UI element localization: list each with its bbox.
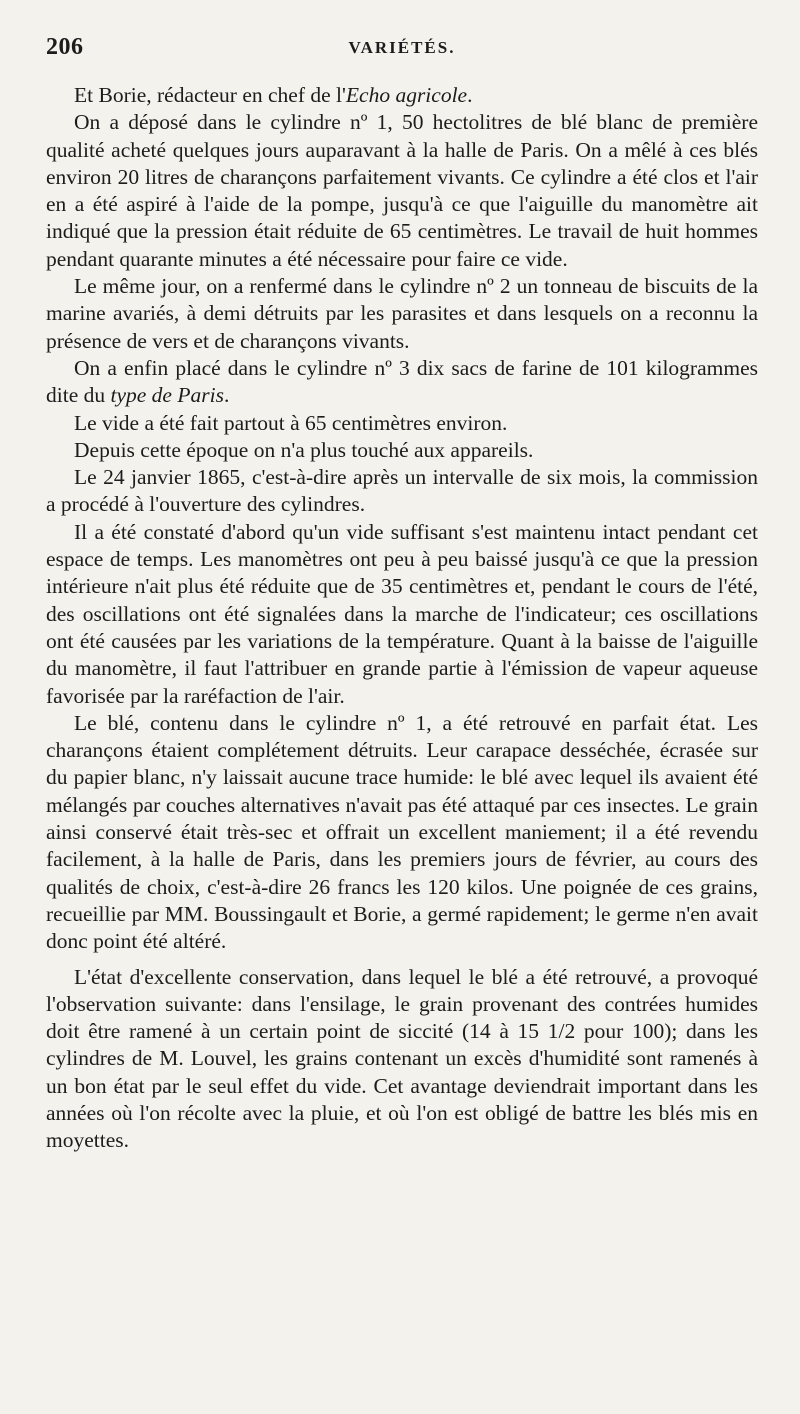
paragraph-2: On a déposé dans le cylindre nº 1, 50 hectolitres de blé blanc de première qualité acheté quelques jours auparavant à la halle de Paris. On a mêlé à ces blés environ 20 litres de charançons parfaitement vivants. Ce cylindre a été clos et l'air en a été aspiré à l'aide de la pompe, jusqu'à ce que l'aiguille du manomètre ait indiqué que la pression était réduite de 65 centimètres. Le travail de huit hommes pendant quarante minutes a été nécessaire pour faire ce vide. — [46, 110, 758, 271]
paragraph-4-text-start: On a enfin placé dans le cylindre nº 3 dix sacs de farine de 101 kilogrammes dite du — [46, 355, 758, 408]
paragraph-7: Le 24 janvier 1865, c'est-à-dire après un intervalle de six mois, la commission a procédé à l'ouverture des cylindres. — [46, 465, 758, 517]
paragraph-10: L'état d'excellente conservation, dans lequel le blé a été retrouvé, a provoqué l'observation suivante: dans l'ensilage, le grain provenant des contrées humides doit être ramené à un certain point de siccité (14 à 15 1/2 pour 100); dans les cylindres de M. Louvel, les grains contenant un excès d'humidité sont ramenés à un bon état par le seul effet du vide. Cet avantage deviendrait important dans les années où l'on récolte avec la pluie, et où l'on est obligé de battre les blés mis en moyettes. — [46, 964, 758, 1153]
paragraph-8: Il a été constaté d'abord qu'un vide suffisant s'est maintenu intact pendant cet espace de temps. Les manomètres ont peu à peu baissé jusqu'à ce que la pression intérieure n'ait plus été réduite que de 35 centimètres et, pendant le cours de l'été, des oscillations ont été signalées dans la marche de l'indicateur; ces oscillations ont été causées par les variations de la température. Quant à la baisse de l'aiguille du manomètre, il faut l'attribuer en grande partie à l'émission de vapeur aqueuse favorisée par la raréfaction de l'air. — [46, 519, 758, 708]
section-title: VARIÉTÉS. — [348, 38, 456, 57]
flour-type: type de Paris — [110, 383, 224, 408]
paragraph-1 — [46, 82, 758, 109]
body-text — [46, 82, 758, 1155]
paragraph-4-text-end: . — [223, 383, 230, 408]
journal-title: Echo agricole — [345, 83, 468, 107]
page-number: 206 — [46, 34, 84, 60]
paragraph-1-text-start: Et Borie, rédacteur en chef de l' — [74, 83, 346, 107]
paragraph-5: Le vide a été fait partout à 65 centimètres environ. — [74, 410, 508, 435]
paragraph-6: Depuis cette époque on n'a plus touché aux appareils. — [74, 437, 534, 462]
paragraph-1-text-end: . — [467, 83, 473, 107]
running-head — [46, 34, 758, 77]
paragraph-4 — [46, 355, 758, 410]
paragraph-9: Le blé, contenu dans le cylindre nº 1, a été retrouvé en parfait état. Les charançons étaient complétement détruits. Leur carapace desséchée, écrasée sur du papier blanc, n'y laissait aucune trace humide: le blé avec lequel ils avaient été mélangés par couches alternatives n'avait pas été attaqué par ces insectes. Le grain ainsi conservé était très-sec et offrait un excellent maniement; il a été revendu facilement, à la halle de Paris, dans les premiers jours de février, au cours des qualités de choix, c'est-à-dire 26 francs les 120 kilos. Une poignée de ces grains, recueillie par MM. Boussingault et Borie, a germé rapidement; le germe n'en avait donc point été altéré. — [46, 710, 758, 954]
paragraph-3: Le même jour, on a renfermé dans le cylindre nº 2 un tonneau de biscuits de la marine avariés, à demi détruits par les parasites et dans lesquels on a reconnu la présence de vers et de charançons vivants. — [46, 274, 758, 353]
